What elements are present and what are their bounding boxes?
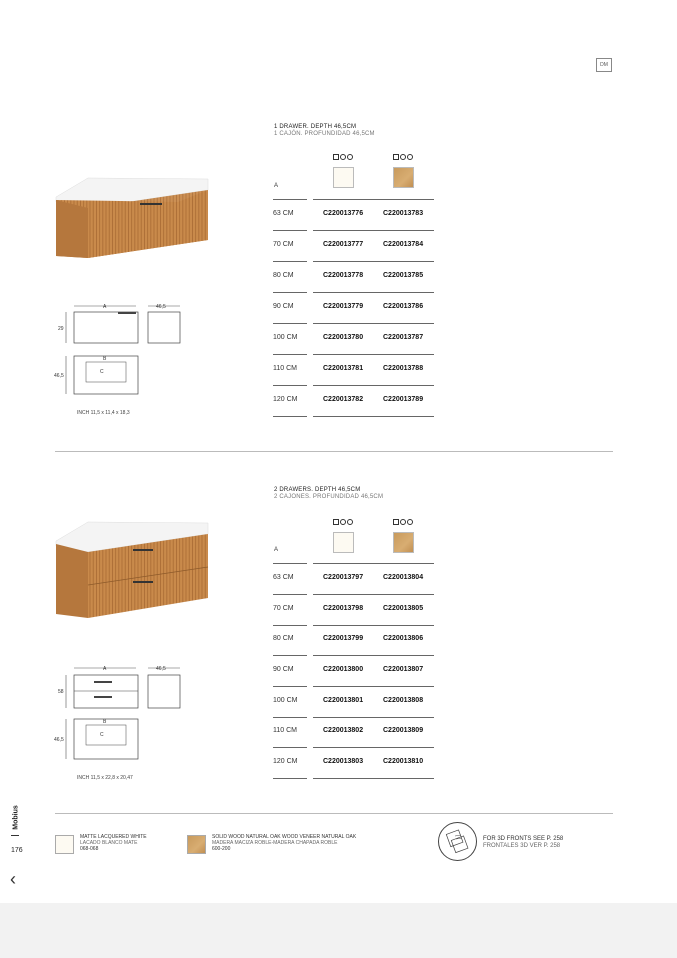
brand-bar (11, 835, 19, 836)
legend-swatch-white (55, 835, 74, 854)
row-size: 100 CM (273, 334, 298, 341)
table-row (273, 262, 434, 293)
legend-oak-label: SOLID WOOD NATURAL OAK WOOD VENEER NATURAL OAK (212, 834, 357, 840)
height-label: 29 (58, 326, 64, 332)
title-en: 2 DRAWERS. DEPTH 46,5CM (274, 487, 361, 493)
depth-label-side: 46,5 (54, 737, 64, 743)
plan-label-c: C (100, 369, 104, 375)
feature-icon (400, 154, 406, 160)
row-size: 80 CM (273, 272, 294, 279)
code-oak: C220013808 (383, 697, 424, 704)
legend-oak-label-es: MADERA MACIZA ROBLE-MADERA CHAPADA ROBLE (212, 840, 338, 846)
table-row (273, 386, 434, 417)
row-size: 100 CM (273, 697, 298, 704)
table-row (273, 595, 434, 626)
inch-note: INCH 11,5 x 11,4 x 18,3 (77, 410, 130, 416)
fronts-label-es: FRONTALES 3D VER P. 258 (483, 843, 561, 849)
code-oak: C220013788 (383, 365, 424, 372)
code-white: C220013800 (323, 666, 364, 673)
section-title (274, 487, 383, 501)
code-oak: C220013807 (383, 666, 424, 673)
legend-swatch-oak (187, 835, 206, 854)
depth-label-top: 46,5 (156, 304, 166, 310)
code-white: C220013782 (323, 396, 364, 403)
code-oak: C220013784 (383, 241, 424, 248)
vanity-2-drawers-image (48, 520, 213, 620)
section-title (274, 124, 375, 138)
plan-label-b: B (103, 719, 107, 725)
back-arrow-icon[interactable]: ‹ (10, 869, 16, 889)
row-size: 120 CM (273, 758, 298, 765)
code-white: C220013781 (323, 365, 364, 372)
brand-logo: DM (596, 58, 612, 72)
row-size: 80 CM (273, 635, 294, 642)
feature-icon (400, 519, 406, 525)
section-divider (55, 451, 613, 452)
table-row (273, 687, 434, 718)
lacquer-icon (333, 519, 339, 525)
product-section-2-drawers (0, 475, 677, 805)
code-oak: C220013806 (383, 635, 424, 642)
table-row (273, 231, 434, 262)
code-oak: C220013785 (383, 272, 424, 279)
code-oak: C220013805 (383, 605, 424, 612)
code-white: C220013801 (323, 697, 364, 704)
legend-white (80, 834, 147, 852)
code-oak: C220013786 (383, 303, 424, 310)
plan-label-c: C (100, 732, 104, 738)
code-oak: C220013810 (383, 758, 424, 765)
code-white: C220013779 (323, 303, 364, 310)
swatch-natural-oak (393, 532, 414, 553)
wood-icon (393, 519, 399, 525)
width-label: A (103, 304, 107, 310)
table-row (273, 748, 434, 779)
table-row (273, 355, 434, 386)
code-white: C220013799 (323, 635, 364, 642)
row-size: 110 CM (273, 727, 297, 734)
row-size: 90 CM (273, 666, 294, 673)
table-row (273, 293, 434, 324)
product-section-1-drawer (0, 110, 677, 450)
wood-icon (393, 154, 399, 160)
code-oak: C220013789 (383, 396, 424, 403)
code-oak: C220013804 (383, 574, 424, 581)
legend-oak (212, 834, 356, 852)
row-size: 70 CM (273, 241, 294, 248)
column-a-label: A (274, 183, 279, 189)
table-row (273, 564, 434, 595)
legend-oak-code: 600-200 (212, 846, 231, 852)
row-size: 70 CM (273, 605, 294, 612)
depth-label-side: 46,5 (54, 373, 64, 379)
lacquer-icon (333, 154, 339, 160)
vanity-1-drawer-image (48, 176, 213, 261)
code-white: C220013777 (323, 241, 364, 248)
code-white: C220013780 (323, 334, 364, 341)
swatch-matte-white (333, 532, 354, 553)
legend-white-label-es: LACADO BLANCO MATE (80, 840, 138, 846)
code-oak: C220013783 (383, 210, 424, 217)
page-number: 176 (11, 847, 23, 854)
code-white: C220013803 (323, 758, 364, 765)
table-row (273, 324, 434, 355)
feature-icon (340, 154, 346, 160)
code-oak: C220013809 (383, 727, 424, 734)
code-white: C220013798 (323, 605, 364, 612)
feature-icon (347, 154, 353, 160)
code-white: C220013778 (323, 272, 364, 279)
legend-white-label: MATTE LACQUERED WHITE (80, 834, 147, 840)
depth-label-top: 46,5 (156, 666, 166, 672)
legend-divider (55, 813, 613, 814)
swatch-natural-oak (393, 167, 414, 188)
dimensions-drawing-2-drawers (48, 665, 208, 775)
row-size: 63 CM (273, 210, 294, 217)
code-oak: C220013787 (383, 334, 424, 341)
white-finish-icons (333, 154, 354, 162)
title-es: 2 CAJONES. PROFUNDIDAD 46,5CM (274, 494, 384, 500)
white-finish-icons (333, 519, 354, 527)
side-brand (8, 800, 20, 840)
table-row (273, 656, 434, 687)
swatch-matte-white (333, 167, 354, 188)
collection-name: Mobius (12, 805, 20, 830)
table-row (273, 717, 434, 748)
3d-fronts-note (483, 836, 563, 850)
code-white: C220013776 (323, 210, 364, 217)
inch-note: INCH 11,5 x 22,8 x 20,47 (77, 775, 133, 781)
legend-white-code: 068-068 (80, 846, 99, 852)
oak-finish-icons (393, 519, 414, 527)
viewer-footer (0, 903, 677, 958)
dimensions-drawing-1-drawer (48, 300, 208, 420)
title-es: 1 CAJÓN. PROFUNDIDAD 46,5CM (274, 131, 375, 137)
row-size: 110 CM (273, 365, 297, 372)
title-en: 1 DRAWER. DEPTH 46,5CM (274, 124, 357, 130)
column-a-label: A (274, 547, 279, 553)
table-row (273, 625, 434, 656)
oak-finish-icons (393, 154, 414, 162)
plan-label-b: B (103, 356, 107, 362)
feature-icon (407, 519, 413, 525)
feature-icon (340, 519, 346, 525)
fronts-label: FOR 3D FRONTS SEE P. 258 (483, 836, 564, 842)
row-size: 90 CM (273, 303, 294, 310)
code-white: C220013797 (323, 574, 364, 581)
width-label: A (103, 666, 107, 672)
feature-icon (347, 519, 353, 525)
3d-fronts-icon (438, 822, 477, 861)
row-size: 120 CM (273, 396, 298, 403)
feature-icon (407, 154, 413, 160)
row-size: 63 CM (273, 574, 294, 581)
table-row (273, 200, 434, 231)
code-white: C220013802 (323, 727, 364, 734)
height-label: 58 (58, 689, 64, 695)
